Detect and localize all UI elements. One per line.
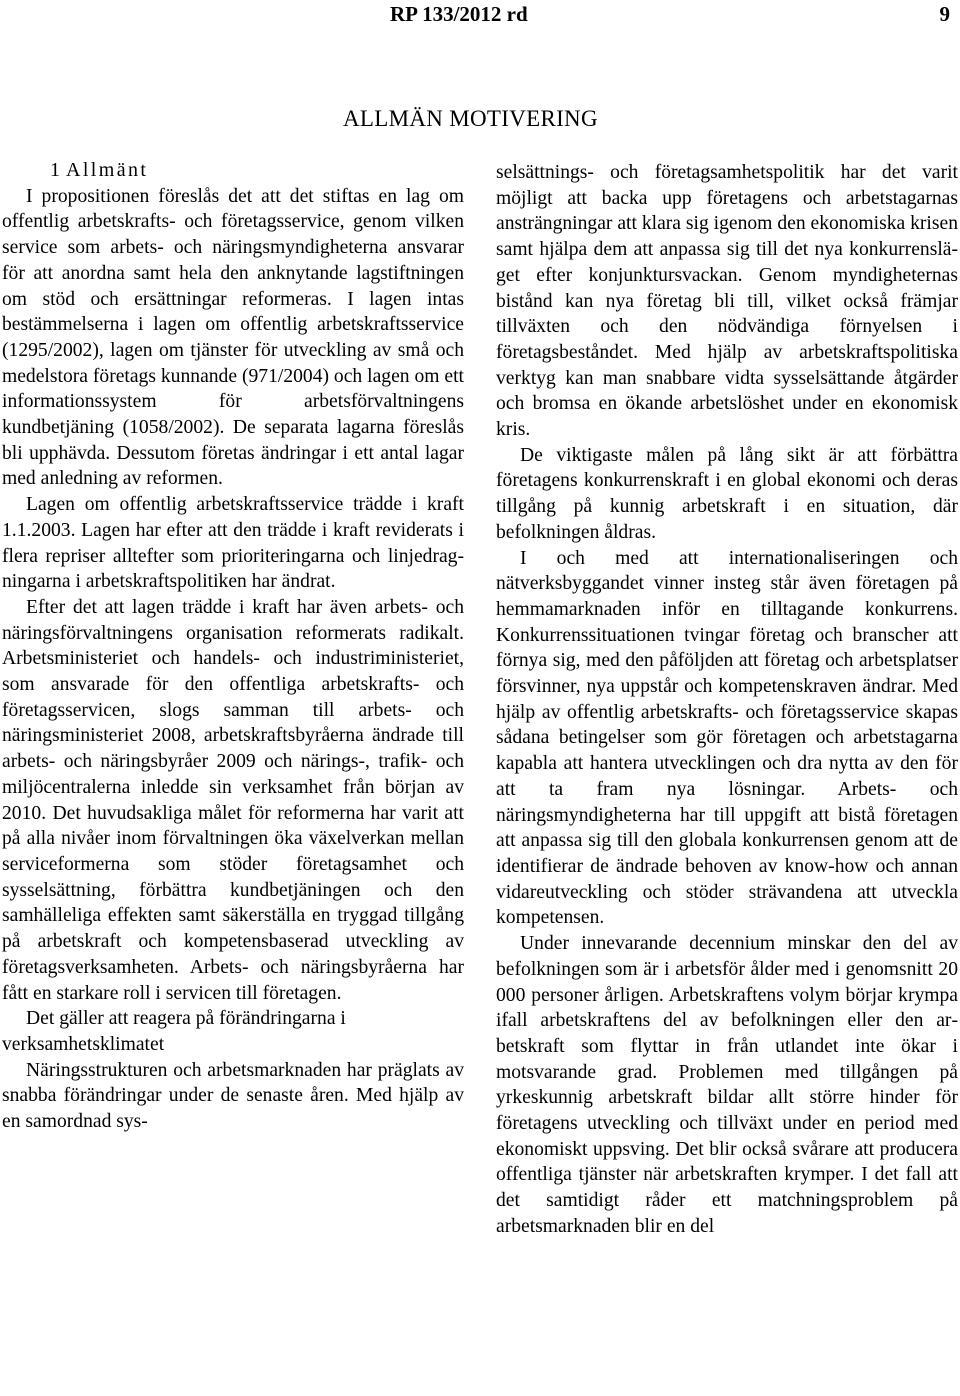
paragraph: I propositionen föreslås det att det stiftas en lag om offentlig arbetskrafts- och företagsservice, genom vilken service som arbets- och näringsmyndigheterna ansvarar för att anordna samt hela den anknytande lagstiftningen om stöd och ersättningar reformeras. I lagen intas bestämmelserna i lagen om offentlig arbetskraftsservice (1295/2002), lagen om tjänster för utveckling av små och medelstora företags kunnande (971/2004) och lagen om ett informationssystem för arbetsförvaltningens kundbetjäning (1058/2002). De separata lagarna föreslås bli upphävda. Dessutom företas ändringar i ett antal lagar med anledning av reformen. xyxy=(2,185,464,490)
paragraph: I och med att internationaliseringen och nätverksbyggandet vinner insteg står även företagen på hemmamarknaden inför en tilltagande konkurrens. Konkurrenssituationen tvingar företag och branscher att förnya sig, med den påföljden att företag och arbetsplatser försvinner, nya uppstår och kompetenskraven ändrar. Med hjälp av offentlig arbetskrafts- och företagsservice skapas sådana betingelser som gör företagen och arbetstagarna kapabla att hantera utvecklingen och dra nytta av den för att ta fram nya lösningar. Arbets- och näringsmyndigheterna har till uppgift att bistå företagen att anpassa sig till den globala konkurrensen genom att de identifierar de ändrade behoven av know-how och annan vidareutveckling och stöder strävandena att utveckla kompetensen. xyxy=(496,547,958,929)
left-column xyxy=(2,158,464,1135)
main-heading: ALLMÄN MOTIVERING xyxy=(343,106,598,131)
paragraph: Lagen om offentlig arbetskraftsservice trädde i kraft 1.1.2003. Lagen har efter att den trädde i kraft reviderats i flera repriser alltefter som prioriteringarna och linjedragningarna i arbetskraftspolitiken har ändrat. xyxy=(2,494,464,593)
paragraph: De viktigaste målen på lång sikt är att förbättra företagens konkurrenskraft i en global ekonomi och deras tillgång på kunnig arbetskraft i en situation, där befolkningen åldras. xyxy=(496,444,958,543)
section-number: 1 xyxy=(50,159,61,181)
page-number: 9 xyxy=(939,2,950,26)
right-column xyxy=(496,160,958,1240)
paragraph: Under innevarande decennium minskar den del av befolkningen som är i arbetsför ålder med i genomsnitt 20 000 personer årligen. Arbetskraftens volym börjar krympa ifall arbetskraftens del av befolkningen eller den arbetskraft som flyttar in från utlandet inte ökar i motsvarande grad. Problemen med tillgången på yrkeskunnig arbetskraft bildar allt större hinder för företagens utveckling och tillväxt under en period med ekonomiskt uppsving. Det blir också svårare att producera offentliga tjänster när arbetskraften krymper. I det fall att det samtidigt råder ett matchningsproblem på arbetsmarknaden blir en del xyxy=(496,933,958,1237)
paragraph: Efter det att lagen trädde i kraft har även arbets- och näringsförvaltningens organisation reformerats radikalt. Arbetsministeriet och handels- och industriministeriet, som ansvarade för den offentliga arbetskrafts- och företagsservicen, slogs samman till arbets- och näringsministeriet 2008, arbetskraftsbyråerna ändrade till arbets- och näringsbyråer 2009 och närings-, trafik- och miljöcentralerna inledde sin verksamhet från början av 2010. Det huvudsakliga målet för reformerna har varit att på alla nivåer inom förvaltningen öka växelverkan mellan serviceformerna som stöder företagsamhet och sysselsättning, förbättra kundbetjäningen och den samhälleliga effekten samt säkerställa en tryggad tillgång på arbetskraft och kompetensbaserad utveckling av företagsverksamheten. Arbets- och näringsbyråerna har fått en starkare roll i servicen till företagen. xyxy=(2,596,464,1004)
subheading: Det gäller att reagera på förändringarna i verksamhetsklimatet xyxy=(2,1008,346,1055)
paragraph: Näringsstrukturen och arbetsmarknaden har präglats av snabba förändringar under de senaste åren. Med hjälp av en samordnad sys- xyxy=(2,1059,464,1133)
paragraph: selsättnings- och företagsamhetspolitik har det varit möjligt att backa upp företagens och arbetstagarnas ansträngningar att klara sig igenom den ekonomiska krisen samt hjälpa dem att anpassa sig till det nya konkurrensläget efter konjunktursvackan. Genom myndigheternas bistånd kan nya företag bli till, vilket också främjar tillväxten och den nödvändiga förnyelsen i företagsbeståndet. Med hjälp av arbetskraftspolitiska verktyg kan man snabbare vidta sysselsättande åtgärder och bromsa en ökande arbetslöshet under en ekonomisk kris. xyxy=(496,162,958,441)
section-heading xyxy=(2,158,464,184)
page-header xyxy=(0,0,960,40)
document-id: RP 133/2012 rd xyxy=(390,2,528,26)
section-title: Allmänt xyxy=(66,159,149,181)
